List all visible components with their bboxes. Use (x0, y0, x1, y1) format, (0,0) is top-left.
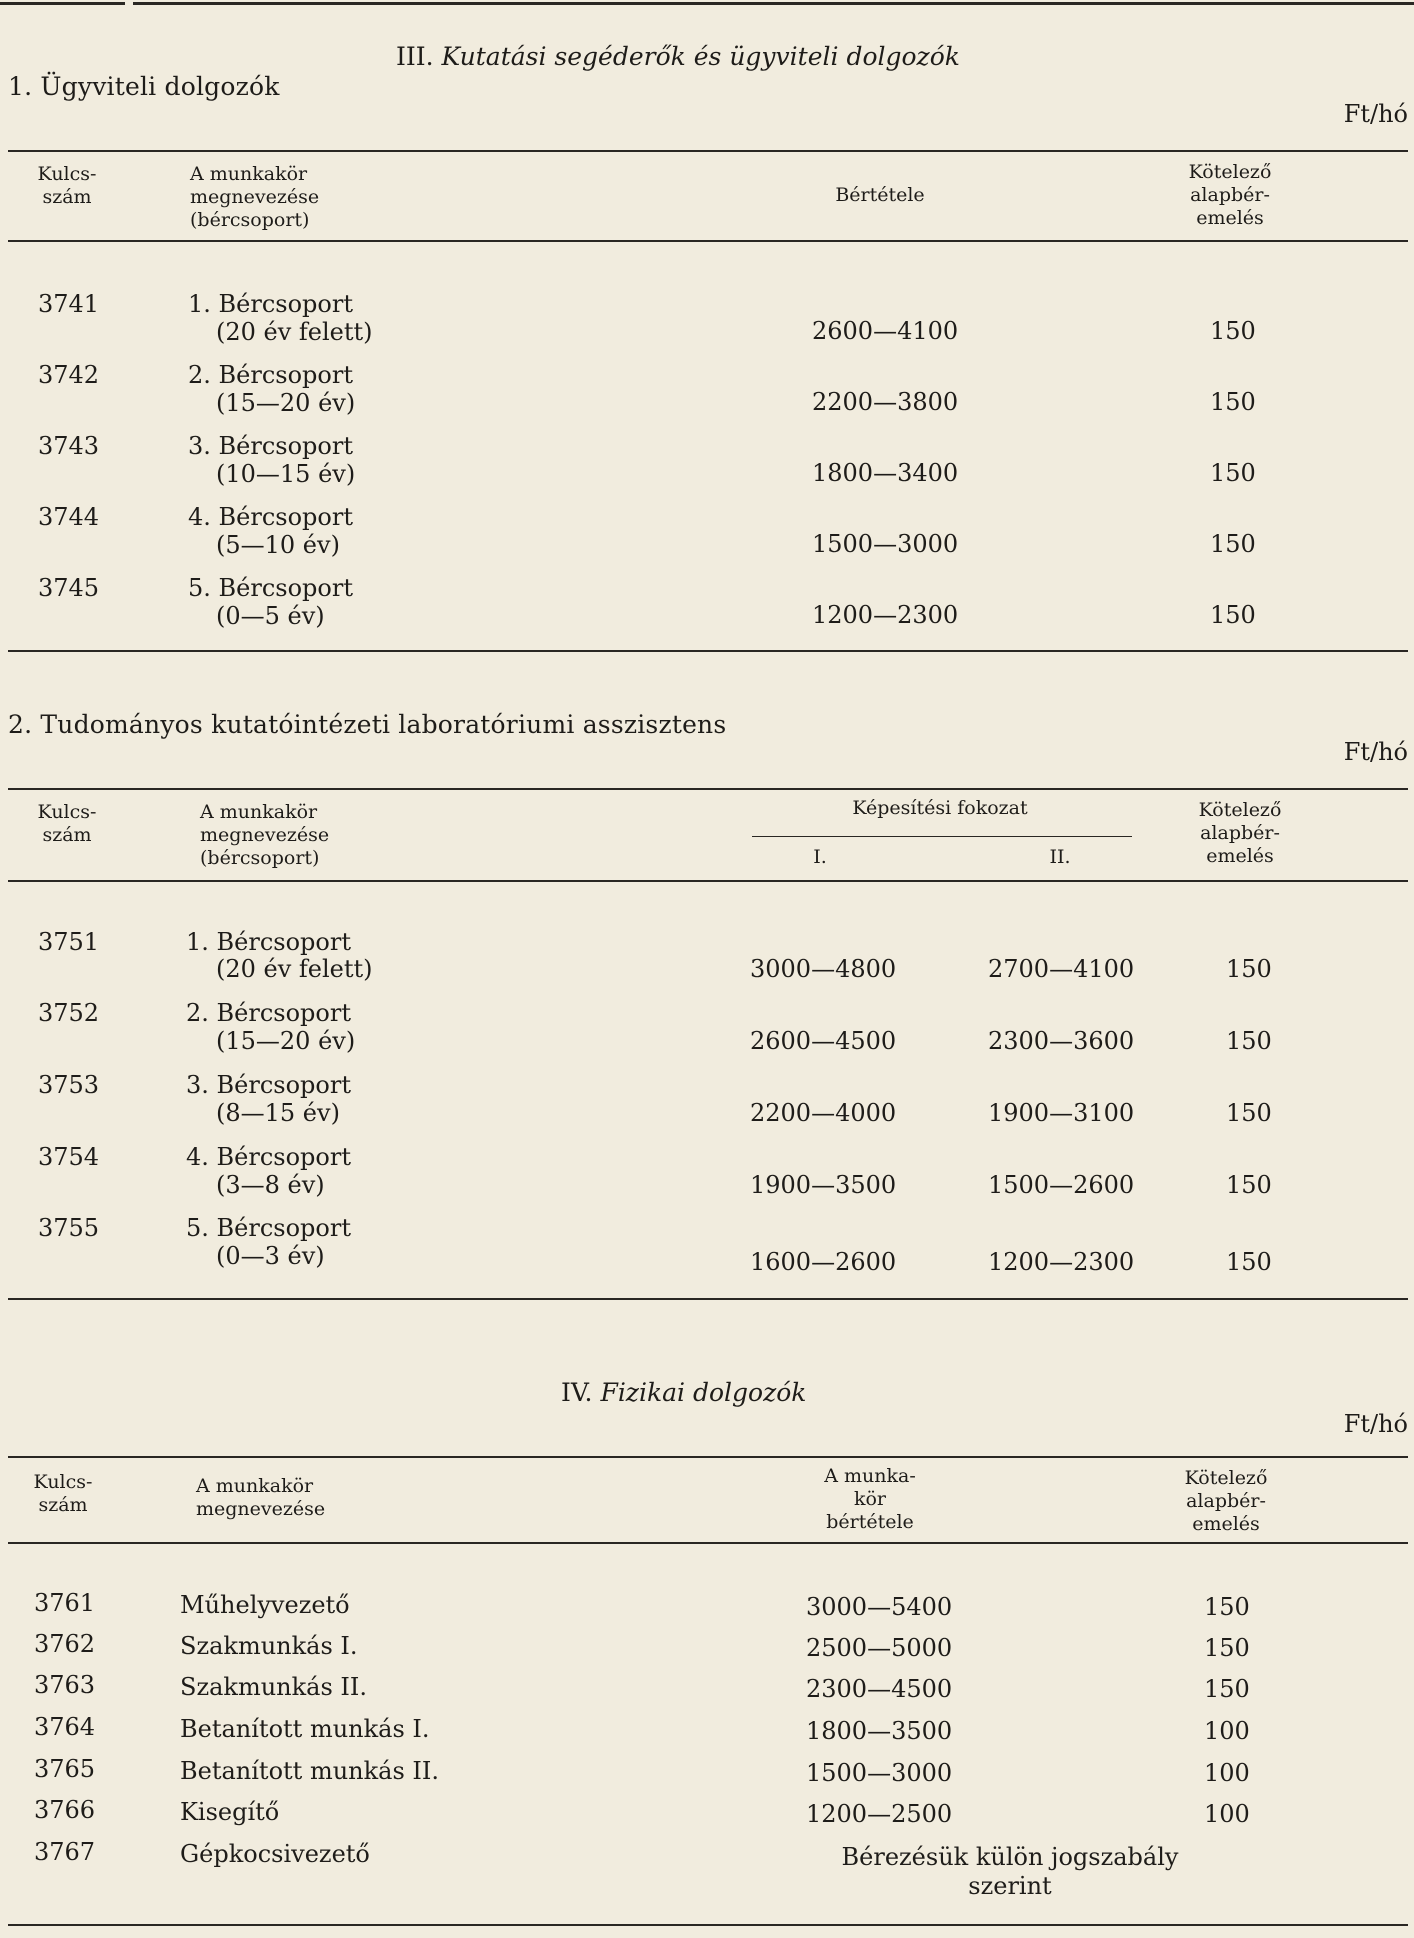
table-2-header-fok1: I. (813, 846, 827, 868)
table-3-emeles: 100 (1204, 1759, 1250, 1787)
table-2-range: (15—20 év) (216, 1027, 356, 1055)
table-2-fok1: 2600—4500 (750, 1027, 897, 1055)
table-3-note: Bérezésük külön jogszabály szerint (841, 1843, 1179, 1900)
table-2-top-rule (8, 788, 1408, 790)
table-3-header-kulcs: Kulcs- szám (33, 1471, 93, 1516)
table-1-emeles: 150 (1210, 317, 1256, 345)
table-1-range: (5—10 év) (216, 531, 340, 559)
section-4-name: Fizikai dolgozók (600, 1378, 807, 1407)
table-3-bertetel: 2500—5000 (806, 1634, 953, 1662)
table-3-emeles: 100 (1204, 1800, 1250, 1828)
table-1-kulcs: 3741 (38, 290, 100, 318)
table-2-kulcs: 3751 (38, 928, 100, 956)
table-1-range: (15—20 év) (216, 389, 356, 417)
table-3-name: Műhelyvezető (180, 1591, 350, 1619)
table-1-emeles: 150 (1210, 601, 1256, 629)
table-1-bottom-rule (8, 650, 1408, 652)
table-3-emeles: 150 (1204, 1634, 1250, 1662)
table-2-header-kulcs: Kulcs- szám (37, 801, 97, 846)
table-2-header-subrule (752, 836, 1132, 837)
table-2-emeles: 150 (1226, 1099, 1272, 1127)
table-2-kulcs: 3754 (38, 1143, 100, 1171)
table-2-fok1: 3000—4800 (750, 955, 897, 983)
table-1-bertetel: 2200—3800 (812, 388, 959, 416)
table-1-emeles: 150 (1210, 530, 1256, 558)
table-1-header-kulcs: Kulcs- szám (37, 163, 97, 208)
table-3-bertetel: 1800—3500 (806, 1717, 953, 1745)
section-3-title (396, 42, 960, 71)
table-3-bertetel: 1200—2500 (806, 1800, 953, 1828)
table-3-name: Kisegítő (180, 1798, 280, 1826)
table-1-top-rule (8, 150, 1408, 152)
table-2-fok2: 1500—2600 (988, 1171, 1135, 1199)
table-2-header-fok2: II. (1049, 846, 1071, 868)
table-3-name: Szakmunkás II. (180, 1673, 367, 1701)
table-3-emeles: 150 (1204, 1675, 1250, 1703)
table-1-bertetel: 2600—4100 (812, 317, 959, 345)
table-3-top-rule (8, 1456, 1408, 1458)
table-1-name: 5. Bércsoport (188, 574, 353, 602)
table-3-name: Betanított munkás I. (180, 1715, 430, 1743)
table-3-header-munkakor: A munkakör megnevezése (196, 1475, 326, 1520)
table-2-range: (8—15 év) (216, 1099, 340, 1127)
table-1-name: 1. Bércsoport (188, 290, 353, 318)
table-3-unit: Ft/hó (1343, 1410, 1408, 1438)
top-rule-right (133, 2, 1414, 5)
table-2-kulcs: 3752 (38, 999, 100, 1027)
table-3-emeles: 150 (1204, 1593, 1250, 1621)
table-1-emeles: 150 (1210, 459, 1256, 487)
table-3-bertetel: 3000—5400 (806, 1593, 953, 1621)
table-3-kulcs: 3763 (34, 1671, 96, 1699)
top-rule-left (0, 2, 125, 5)
table-2-range: (0—3 év) (216, 1242, 325, 1270)
table-1-header-munkakor: A munkakör megnevezése (bércsoport) (190, 163, 320, 231)
table-2-name: 2. Bércsoport (186, 999, 351, 1027)
table-1-range: (20 év felett) (216, 318, 373, 346)
table-1-kulcs: 3745 (38, 574, 100, 602)
table-2-bottom-rule (8, 1298, 1408, 1300)
table-3-kulcs: 3764 (34, 1713, 96, 1741)
table-2-name: 3. Bércsoport (186, 1071, 351, 1099)
table-1-header-rule (8, 240, 1408, 242)
section-3-name: Kutatási segéderők és ügyviteli dolgozók (441, 42, 960, 71)
table-2-unit: Ft/hó (1343, 738, 1408, 766)
table-1-header-bertetel: Bértétele (835, 184, 925, 206)
table-2-kulcs: 3753 (38, 1071, 100, 1099)
table-1-range: (0—5 év) (216, 602, 325, 630)
table-2-fok1: 2200—4000 (750, 1099, 897, 1127)
table-2-kulcs: 3755 (38, 1214, 100, 1242)
table-3-kulcs: 3761 (34, 1589, 96, 1617)
table-3-kulcs: 3766 (34, 1796, 96, 1824)
table-3-header-emeles: Kötelező alapbér- emelés (1184, 1467, 1268, 1535)
table-2-fok1: 1600—2600 (750, 1248, 897, 1276)
table-3-header-bertetel: A munka- kör bértétele (824, 1465, 916, 1533)
table-1-name: 2. Bércsoport (188, 361, 353, 389)
table-3-kulcs: 3762 (34, 1630, 96, 1658)
table-1-name: 4. Bércsoport (188, 503, 353, 531)
section-3-roman: III. (396, 42, 434, 71)
table-2-header-munkakor: A munkakör megnevezése (bércsoport) (200, 801, 330, 869)
table-2-emeles: 150 (1226, 1248, 1272, 1276)
table-1-kulcs: 3744 (38, 503, 100, 531)
table-2-fok1: 1900—3500 (750, 1171, 897, 1199)
table-2-fok2: 2700—4100 (988, 955, 1135, 983)
table-3-bertetel: 2300—4500 (806, 1675, 953, 1703)
table-1-name: 3. Bércsoport (188, 432, 353, 460)
table-2-fok2: 1900—3100 (988, 1099, 1135, 1127)
table-3-bertetel: 1500—3000 (806, 1759, 953, 1787)
table-2-emeles: 150 (1226, 1171, 1272, 1199)
table-3-bottom-rule (8, 1924, 1408, 1926)
table-2-fok2: 2300—3600 (988, 1027, 1135, 1055)
table-3-emeles: 100 (1204, 1717, 1250, 1745)
table-1-header-emeles: Kötelező alapbér- emelés (1188, 161, 1272, 229)
table-1-unit: Ft/hó (1343, 100, 1408, 128)
table-1-bertetel: 1200—2300 (812, 601, 959, 629)
table-1-kulcs: 3743 (38, 432, 100, 460)
table-1-emeles: 150 (1210, 388, 1256, 416)
section-4-roman: IV. (561, 1378, 593, 1407)
table-2-name: 4. Bércsoport (186, 1143, 351, 1171)
section-4-title (561, 1378, 806, 1407)
table-3-name: Szakmunkás I. (180, 1632, 358, 1660)
table-3-name: Gépkocsivezető (180, 1840, 370, 1868)
table-2-heading: 2. Tudományos kutatóintézeti laboratóriumi asszisztens (8, 710, 727, 739)
table-1-range: (10—15 év) (216, 460, 356, 488)
table-2-name: 1. Bércsoport (186, 928, 351, 956)
table-2-range: (20 év felett) (216, 955, 373, 983)
table-1-kulcs: 3742 (38, 361, 100, 389)
table-1-bertetel: 1800—3400 (812, 459, 959, 487)
table-3-header-rule (8, 1542, 1408, 1544)
table-2-header-rule (8, 880, 1408, 882)
table-2-header-kepesites: Képesítési fokozat (852, 797, 1028, 819)
table-2-header-emeles: Kötelező alapbér- emelés (1198, 799, 1282, 867)
table-3-kulcs: 3767 (34, 1838, 96, 1866)
table-3-name: Betanított munkás II. (180, 1757, 439, 1785)
table-1-bertetel: 1500—3000 (812, 530, 959, 558)
table-3-kulcs: 3765 (34, 1755, 96, 1783)
table-2-range: (3—8 év) (216, 1171, 325, 1199)
table-2-fok2: 1200—2300 (988, 1248, 1135, 1276)
table-1-heading: 1. Ügyviteli dolgozók (8, 72, 280, 101)
table-2-name: 5. Bércsoport (186, 1214, 351, 1242)
table-2-emeles: 150 (1226, 1027, 1272, 1055)
table-2-emeles: 150 (1226, 955, 1272, 983)
